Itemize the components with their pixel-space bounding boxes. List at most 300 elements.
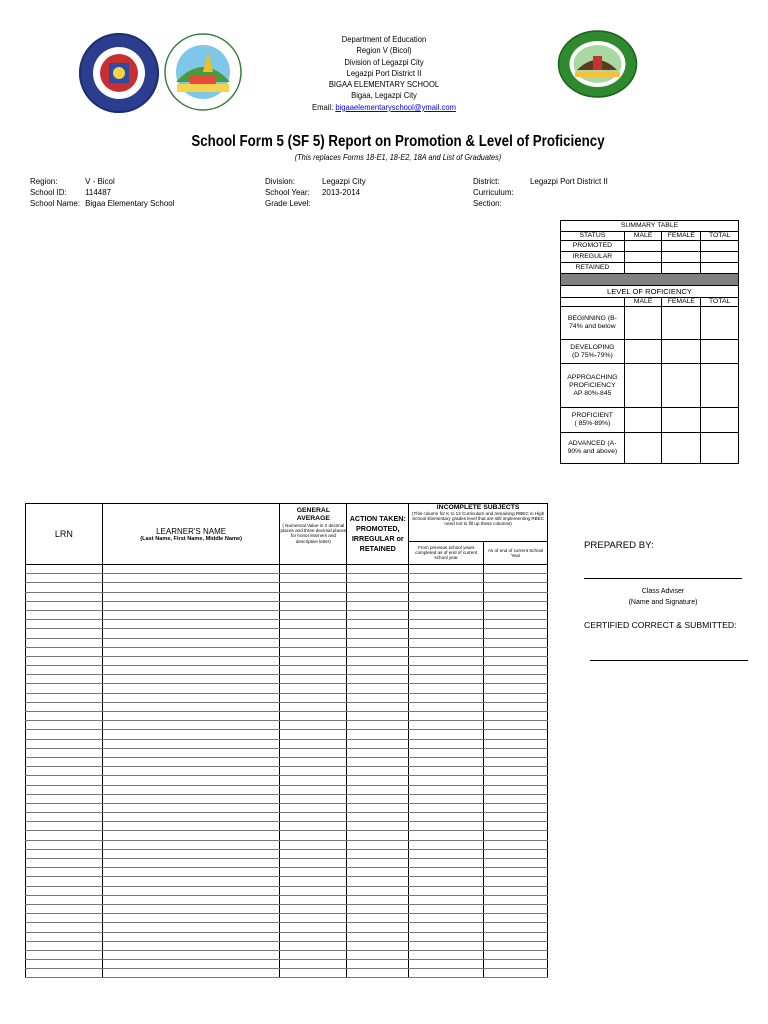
- table-cell[interactable]: [484, 583, 548, 592]
- advanced-total[interactable]: [701, 433, 739, 464]
- table-cell[interactable]: [484, 840, 548, 849]
- table-cell[interactable]: [102, 923, 280, 932]
- table-cell[interactable]: [26, 757, 103, 766]
- table-cell[interactable]: [26, 941, 103, 950]
- table-cell[interactable]: [280, 693, 347, 702]
- table-cell[interactable]: [280, 610, 347, 619]
- table-cell[interactable]: [484, 693, 548, 702]
- table-cell[interactable]: [409, 693, 484, 702]
- promoted-male[interactable]: [624, 241, 662, 252]
- table-cell[interactable]: [347, 932, 409, 941]
- table-cell[interactable]: [347, 776, 409, 785]
- table-cell[interactable]: [409, 757, 484, 766]
- table-cell[interactable]: [347, 583, 409, 592]
- promoted-female[interactable]: [662, 241, 701, 252]
- table-cell[interactable]: [484, 822, 548, 831]
- table-cell[interactable]: [280, 721, 347, 730]
- table-cell[interactable]: [102, 794, 280, 803]
- developing-female[interactable]: [662, 340, 701, 364]
- table-cell[interactable]: [409, 941, 484, 950]
- table-cell[interactable]: [102, 684, 280, 693]
- table-cell[interactable]: [347, 831, 409, 840]
- table-cell[interactable]: [409, 868, 484, 877]
- table-cell[interactable]: [484, 785, 548, 794]
- table-cell[interactable]: [26, 702, 103, 711]
- table-cell[interactable]: [280, 656, 347, 665]
- table-cell[interactable]: [280, 592, 347, 601]
- table-cell[interactable]: [26, 785, 103, 794]
- table-cell[interactable]: [347, 785, 409, 794]
- table-cell[interactable]: [409, 969, 484, 978]
- table-cell[interactable]: [280, 932, 347, 941]
- developing-male[interactable]: [624, 340, 662, 364]
- developing-total[interactable]: [701, 340, 739, 364]
- table-cell[interactable]: [26, 950, 103, 959]
- table-cell[interactable]: [26, 656, 103, 665]
- table-cell[interactable]: [102, 666, 280, 675]
- table-cell[interactable]: [26, 565, 103, 574]
- table-cell[interactable]: [102, 675, 280, 684]
- table-cell[interactable]: [280, 583, 347, 592]
- approaching-male[interactable]: [624, 364, 662, 408]
- table-cell[interactable]: [26, 969, 103, 978]
- table-cell[interactable]: [26, 638, 103, 647]
- table-cell[interactable]: [280, 813, 347, 822]
- table-cell[interactable]: [484, 831, 548, 840]
- table-cell[interactable]: [347, 822, 409, 831]
- table-cell[interactable]: [484, 666, 548, 675]
- table-cell[interactable]: [102, 601, 280, 610]
- table-cell[interactable]: [102, 785, 280, 794]
- table-cell[interactable]: [347, 730, 409, 739]
- table-cell[interactable]: [347, 877, 409, 886]
- table-cell[interactable]: [280, 730, 347, 739]
- table-cell[interactable]: [347, 840, 409, 849]
- table-cell[interactable]: [484, 960, 548, 969]
- table-cell[interactable]: [409, 629, 484, 638]
- table-cell[interactable]: [347, 684, 409, 693]
- table-cell[interactable]: [484, 638, 548, 647]
- table-cell[interactable]: [409, 813, 484, 822]
- table-cell[interactable]: [484, 647, 548, 656]
- table-cell[interactable]: [280, 859, 347, 868]
- table-cell[interactable]: [347, 895, 409, 904]
- table-cell[interactable]: [280, 904, 347, 913]
- table-cell[interactable]: [280, 868, 347, 877]
- table-cell[interactable]: [102, 877, 280, 886]
- table-cell[interactable]: [409, 684, 484, 693]
- table-cell[interactable]: [102, 702, 280, 711]
- table-cell[interactable]: [26, 868, 103, 877]
- table-cell[interactable]: [26, 767, 103, 776]
- table-cell[interactable]: [102, 629, 280, 638]
- table-cell[interactable]: [409, 886, 484, 895]
- table-cell[interactable]: [409, 877, 484, 886]
- table-cell[interactable]: [280, 803, 347, 812]
- table-cell[interactable]: [280, 877, 347, 886]
- email-link[interactable]: bigaaelementaryschool@ymail.com: [335, 101, 456, 112]
- table-cell[interactable]: [280, 666, 347, 675]
- table-cell[interactable]: [26, 666, 103, 675]
- table-cell[interactable]: [484, 574, 548, 583]
- table-cell[interactable]: [26, 831, 103, 840]
- table-cell[interactable]: [26, 914, 103, 923]
- table-cell[interactable]: [102, 886, 280, 895]
- table-cell[interactable]: [484, 601, 548, 610]
- table-cell[interactable]: [409, 574, 484, 583]
- table-cell[interactable]: [102, 822, 280, 831]
- table-cell[interactable]: [102, 895, 280, 904]
- table-cell[interactable]: [280, 969, 347, 978]
- table-cell[interactable]: [280, 767, 347, 776]
- table-cell[interactable]: [347, 629, 409, 638]
- table-cell[interactable]: [102, 583, 280, 592]
- table-cell[interactable]: [409, 895, 484, 904]
- table-cell[interactable]: [484, 868, 548, 877]
- table-cell[interactable]: [409, 960, 484, 969]
- table-cell[interactable]: [280, 960, 347, 969]
- table-row: [26, 638, 548, 647]
- table-cell[interactable]: [347, 610, 409, 619]
- table-cell[interactable]: [347, 813, 409, 822]
- table-cell[interactable]: [409, 859, 484, 868]
- approaching-female[interactable]: [662, 364, 701, 408]
- table-cell[interactable]: [102, 849, 280, 858]
- table-cell[interactable]: [409, 620, 484, 629]
- table-cell[interactable]: [347, 960, 409, 969]
- table-cell[interactable]: [484, 739, 548, 748]
- table-cell[interactable]: [484, 794, 548, 803]
- table-cell[interactable]: [484, 757, 548, 766]
- table-cell[interactable]: [280, 684, 347, 693]
- table-cell[interactable]: [347, 739, 409, 748]
- proficient-female[interactable]: [662, 408, 701, 433]
- table-cell[interactable]: [347, 950, 409, 959]
- table-cell[interactable]: [26, 583, 103, 592]
- table-cell[interactable]: [484, 675, 548, 684]
- table-cell[interactable]: [409, 950, 484, 959]
- irregular-total[interactable]: [701, 252, 739, 263]
- table-cell[interactable]: [409, 739, 484, 748]
- table-cell[interactable]: [280, 794, 347, 803]
- table-cell[interactable]: [102, 840, 280, 849]
- table-cell[interactable]: [102, 904, 280, 913]
- table-cell[interactable]: [409, 730, 484, 739]
- table-cell[interactable]: [102, 767, 280, 776]
- table-cell[interactable]: [102, 693, 280, 702]
- table-cell[interactable]: [409, 831, 484, 840]
- table-cell[interactable]: [280, 923, 347, 932]
- table-cell[interactable]: [409, 776, 484, 785]
- table-cell[interactable]: [26, 748, 103, 757]
- table-cell[interactable]: [102, 610, 280, 619]
- retained-female[interactable]: [662, 263, 701, 274]
- table-cell[interactable]: [280, 620, 347, 629]
- table-cell[interactable]: [484, 629, 548, 638]
- table-cell[interactable]: [484, 859, 548, 868]
- table-cell[interactable]: [26, 904, 103, 913]
- table-cell[interactable]: [484, 849, 548, 858]
- table-cell[interactable]: [484, 656, 548, 665]
- table-cell[interactable]: [280, 822, 347, 831]
- table-cell[interactable]: [347, 886, 409, 895]
- summary-table: [560, 220, 739, 464]
- table-cell[interactable]: [26, 693, 103, 702]
- table-cell[interactable]: [102, 638, 280, 647]
- table-cell[interactable]: [409, 785, 484, 794]
- table-cell[interactable]: [409, 702, 484, 711]
- table-cell[interactable]: [347, 914, 409, 923]
- table-cell[interactable]: [409, 840, 484, 849]
- table-cell[interactable]: [484, 702, 548, 711]
- table-cell[interactable]: [347, 647, 409, 656]
- table-cell[interactable]: [102, 941, 280, 950]
- table-cell[interactable]: [280, 776, 347, 785]
- table-cell[interactable]: [102, 620, 280, 629]
- table-cell[interactable]: [280, 565, 347, 574]
- table-cell[interactable]: [26, 739, 103, 748]
- table-cell[interactable]: [409, 592, 484, 601]
- table-cell[interactable]: [347, 969, 409, 978]
- table-cell[interactable]: [347, 638, 409, 647]
- table-cell[interactable]: [347, 712, 409, 721]
- table-cell[interactable]: [347, 666, 409, 675]
- table-cell[interactable]: [280, 757, 347, 766]
- table-cell[interactable]: [280, 739, 347, 748]
- table-cell[interactable]: [26, 813, 103, 822]
- table-cell[interactable]: [102, 757, 280, 766]
- table-cell[interactable]: [26, 877, 103, 886]
- table-cell[interactable]: [102, 813, 280, 822]
- table-cell[interactable]: [484, 932, 548, 941]
- table-cell[interactable]: [347, 592, 409, 601]
- table-cell[interactable]: [102, 960, 280, 969]
- table-cell[interactable]: [484, 877, 548, 886]
- table-cell[interactable]: [280, 601, 347, 610]
- table-cell[interactable]: [280, 702, 347, 711]
- table-cell[interactable]: [484, 610, 548, 619]
- table-cell[interactable]: [409, 822, 484, 831]
- proficient-male[interactable]: [624, 408, 662, 433]
- table-cell[interactable]: [409, 583, 484, 592]
- table-cell[interactable]: [484, 813, 548, 822]
- table-cell[interactable]: [280, 629, 347, 638]
- table-cell[interactable]: [26, 721, 103, 730]
- table-cell[interactable]: [26, 592, 103, 601]
- table-cell[interactable]: [280, 840, 347, 849]
- table-cell[interactable]: [409, 904, 484, 913]
- table-cell[interactable]: [409, 849, 484, 858]
- header-line-6: Bigaa, Legazpi City: [351, 90, 417, 101]
- table-cell[interactable]: [484, 592, 548, 601]
- table-cell[interactable]: [484, 941, 548, 950]
- table-cell[interactable]: [484, 923, 548, 932]
- table-cell[interactable]: [347, 693, 409, 702]
- section-label: Section:: [473, 198, 502, 208]
- table-cell[interactable]: [280, 895, 347, 904]
- table-cell[interactable]: [280, 675, 347, 684]
- table-cell[interactable]: [102, 950, 280, 959]
- advanced-female[interactable]: [662, 433, 701, 464]
- table-cell[interactable]: [102, 647, 280, 656]
- table-cell[interactable]: [409, 767, 484, 776]
- table-cell[interactable]: [26, 620, 103, 629]
- table-cell[interactable]: [484, 803, 548, 812]
- table-cell[interactable]: [347, 794, 409, 803]
- table-cell[interactable]: [280, 886, 347, 895]
- table-cell[interactable]: [409, 610, 484, 619]
- table-cell[interactable]: [347, 849, 409, 858]
- table-cell[interactable]: [409, 647, 484, 656]
- table-cell[interactable]: [347, 656, 409, 665]
- table-cell[interactable]: [102, 565, 280, 574]
- table-cell[interactable]: [102, 859, 280, 868]
- table-cell[interactable]: [26, 574, 103, 583]
- table-cell[interactable]: [484, 776, 548, 785]
- table-cell[interactable]: [102, 932, 280, 941]
- table-cell[interactable]: [26, 675, 103, 684]
- table-cell[interactable]: [409, 601, 484, 610]
- table-cell[interactable]: [484, 620, 548, 629]
- table-cell[interactable]: [26, 822, 103, 831]
- beginning-female[interactable]: [662, 307, 701, 340]
- advanced-male[interactable]: [624, 433, 662, 464]
- table-cell[interactable]: [102, 574, 280, 583]
- table-cell[interactable]: [102, 776, 280, 785]
- table-cell[interactable]: [347, 565, 409, 574]
- table-cell[interactable]: [26, 859, 103, 868]
- table-cell[interactable]: [484, 886, 548, 895]
- table-cell[interactable]: [484, 914, 548, 923]
- table-cell[interactable]: [26, 960, 103, 969]
- table-cell[interactable]: [102, 868, 280, 877]
- table-cell[interactable]: [347, 859, 409, 868]
- table-cell[interactable]: [347, 923, 409, 932]
- table-cell[interactable]: [409, 565, 484, 574]
- table-cell[interactable]: [280, 950, 347, 959]
- table-cell[interactable]: [347, 721, 409, 730]
- table-cell[interactable]: [102, 721, 280, 730]
- table-cell[interactable]: [280, 638, 347, 647]
- table-cell[interactable]: [409, 712, 484, 721]
- table-cell[interactable]: [26, 601, 103, 610]
- table-cell[interactable]: [26, 794, 103, 803]
- table-cell[interactable]: [484, 712, 548, 721]
- table-cell[interactable]: [484, 684, 548, 693]
- table-cell[interactable]: [484, 895, 548, 904]
- table-cell[interactable]: [26, 647, 103, 656]
- table-cell[interactable]: [280, 914, 347, 923]
- table-cell[interactable]: [102, 656, 280, 665]
- table-cell[interactable]: [484, 730, 548, 739]
- table-cell[interactable]: [280, 574, 347, 583]
- table-cell[interactable]: [409, 748, 484, 757]
- table-cell[interactable]: [26, 776, 103, 785]
- table-cell[interactable]: [280, 849, 347, 858]
- table-cell[interactable]: [409, 923, 484, 932]
- table-cell[interactable]: [409, 914, 484, 923]
- table-cell[interactable]: [409, 803, 484, 812]
- table-cell[interactable]: [347, 620, 409, 629]
- table-cell[interactable]: [102, 739, 280, 748]
- table-cell[interactable]: [102, 748, 280, 757]
- table-cell[interactable]: [409, 666, 484, 675]
- table-cell[interactable]: [409, 932, 484, 941]
- table-cell[interactable]: [347, 757, 409, 766]
- proficient-total[interactable]: [701, 408, 739, 433]
- table-cell[interactable]: [26, 684, 103, 693]
- table-cell[interactable]: [409, 638, 484, 647]
- table-cell[interactable]: [26, 840, 103, 849]
- table-cell[interactable]: [26, 895, 103, 904]
- table-cell[interactable]: [26, 712, 103, 721]
- table-cell[interactable]: [280, 712, 347, 721]
- table-cell[interactable]: [484, 721, 548, 730]
- table-cell[interactable]: [409, 794, 484, 803]
- table-cell[interactable]: [26, 629, 103, 638]
- table-cell[interactable]: [484, 969, 548, 978]
- table-cell[interactable]: [280, 647, 347, 656]
- table-cell[interactable]: [280, 831, 347, 840]
- table-cell[interactable]: [280, 941, 347, 950]
- table-cell[interactable]: [484, 565, 548, 574]
- beginning-male[interactable]: [624, 307, 662, 340]
- table-cell[interactable]: [347, 675, 409, 684]
- table-cell[interactable]: [102, 831, 280, 840]
- table-cell[interactable]: [347, 941, 409, 950]
- table-cell[interactable]: [347, 803, 409, 812]
- approaching-total[interactable]: [701, 364, 739, 408]
- table-cell[interactable]: [26, 849, 103, 858]
- table-cell[interactable]: [280, 748, 347, 757]
- beginning-total[interactable]: [701, 307, 739, 340]
- table-cell[interactable]: [484, 904, 548, 913]
- table-cell[interactable]: [102, 803, 280, 812]
- table-cell[interactable]: [484, 748, 548, 757]
- table-cell[interactable]: [102, 914, 280, 923]
- table-cell[interactable]: [347, 748, 409, 757]
- retained-total[interactable]: [701, 263, 739, 274]
- table-cell[interactable]: [102, 592, 280, 601]
- table-cell[interactable]: [26, 803, 103, 812]
- irregular-male[interactable]: [624, 252, 662, 263]
- table-cell[interactable]: [280, 785, 347, 794]
- table-cell[interactable]: [347, 601, 409, 610]
- table-cell[interactable]: [26, 932, 103, 941]
- table-cell[interactable]: [347, 702, 409, 711]
- table-cell[interactable]: [409, 675, 484, 684]
- retained-male[interactable]: [624, 263, 662, 274]
- irregular-female[interactable]: [662, 252, 701, 263]
- table-cell[interactable]: [347, 574, 409, 583]
- table-cell[interactable]: [347, 868, 409, 877]
- table-cell[interactable]: [102, 730, 280, 739]
- table-cell[interactable]: [409, 656, 484, 665]
- table-cell[interactable]: [26, 886, 103, 895]
- table-cell[interactable]: [347, 904, 409, 913]
- prof-developing: [561, 340, 625, 364]
- table-cell[interactable]: [26, 923, 103, 932]
- table-cell[interactable]: [409, 721, 484, 730]
- table-cell[interactable]: [26, 610, 103, 619]
- table-cell[interactable]: [102, 712, 280, 721]
- promoted-total[interactable]: [701, 241, 739, 252]
- table-cell[interactable]: [347, 767, 409, 776]
- table-cell[interactable]: [26, 730, 103, 739]
- table-cell[interactable]: [102, 969, 280, 978]
- table-cell[interactable]: [484, 767, 548, 776]
- table-cell[interactable]: [484, 950, 548, 959]
